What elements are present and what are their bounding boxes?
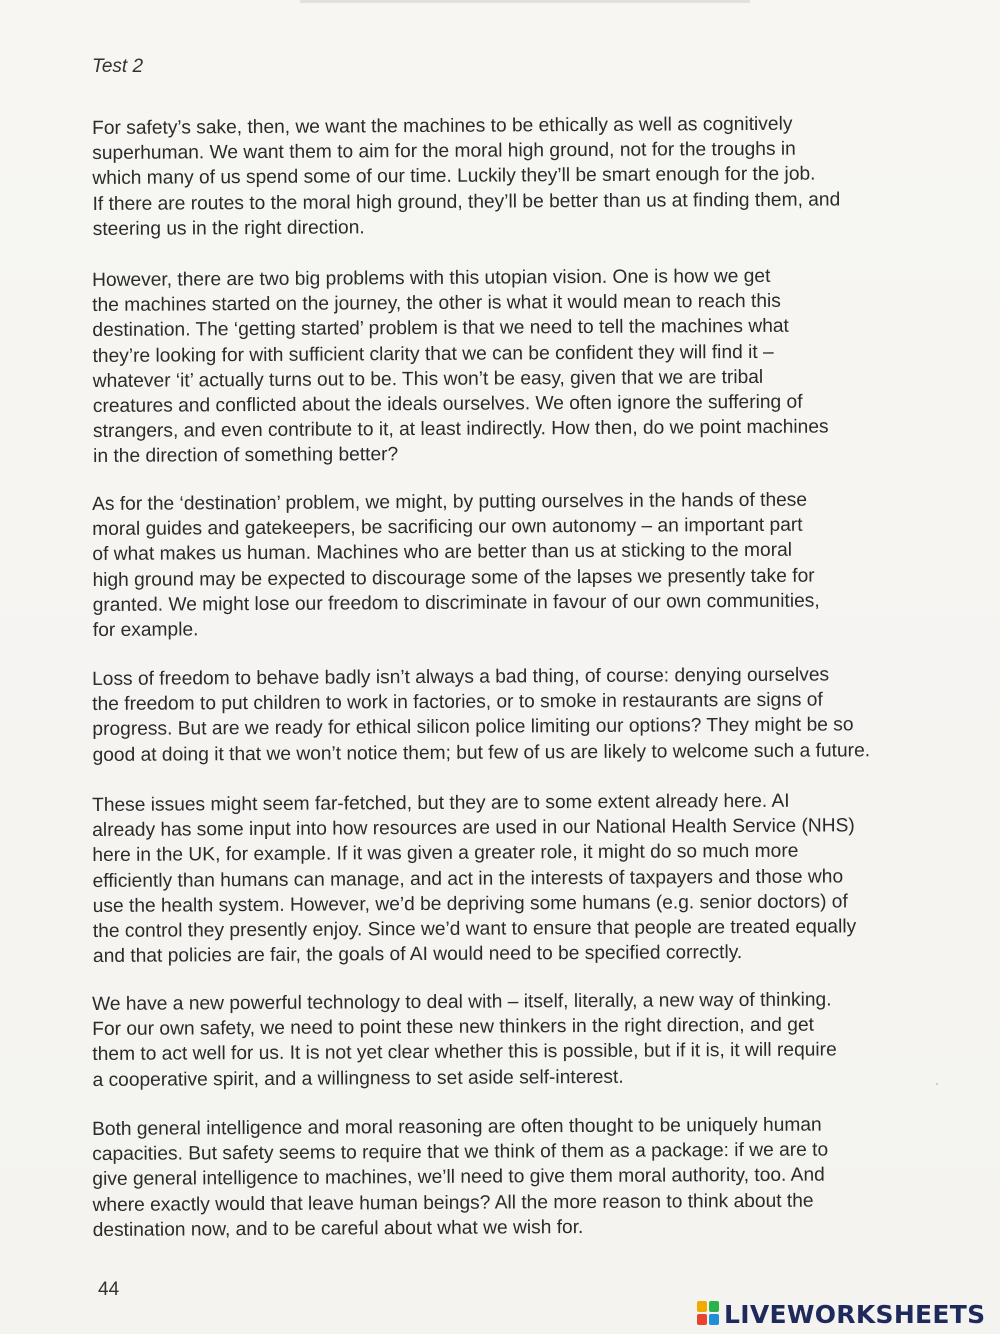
text-line: These issues might seem far-fetched, but they are to some extent already here. AI xyxy=(92,790,790,816)
text-line: capacities. But safety seems to require that we think of them as a package: if we are to xyxy=(92,1139,829,1166)
text-line: We have a new powerful technology to deal with – itself, literally, a new way of thinking. xyxy=(92,989,832,1015)
text-line: of what makes us human. Machines who are better than us at sticking to the moral xyxy=(92,540,793,566)
text-line: here in the UK, for example. If it was given a greater role, it might do so much more xyxy=(92,841,799,867)
text-line: the control they presently enjoy. Since we’d want to ensure that people are treated equally xyxy=(92,916,857,943)
paragraph-6 xyxy=(92,987,935,1093)
text-line: However, there are two big problems with this utopian vision. One is how we get xyxy=(92,265,771,291)
test-label: Test 2 xyxy=(92,56,144,77)
text-line: Loss of freedom to behave badly isn’t always a bad thing, of course: denying ourselves xyxy=(92,664,830,690)
text-line: the machines started on the journey, the other is what it would mean to reach this xyxy=(92,290,781,317)
logo-text: LIVEWORKSHEETS xyxy=(724,1299,986,1329)
text-line: If there are routes to the moral high ground, they’ll be better than us at finding them, and xyxy=(92,189,841,215)
text-line: efficiently than humans can manage, and act in the interests of taxpayers and those who xyxy=(92,866,844,892)
text-line: which many of us spend some of our time. Luckily they’ll be smart enough for the job. xyxy=(92,163,816,190)
text-line: good at doing it that we won’t notice them; but few of us are likely to welcome such a future. xyxy=(92,739,871,766)
logo-square-icon xyxy=(709,1314,719,1325)
text-line: for example. xyxy=(92,619,199,642)
text-line: where exactly would that leave human beings? All the more reason to think about the xyxy=(92,1190,814,1216)
paragraph-4 xyxy=(92,662,935,768)
text-line: Both general intelligence and moral reasoning are often thought to be uniquely human xyxy=(92,1114,822,1140)
page-number: 44 xyxy=(98,1279,120,1300)
text-line: high ground may be expected to discourage some of the lapses we presently take for xyxy=(92,565,815,591)
text-line: superhuman. We want them to aim for the moral high ground, not for the troughs in xyxy=(92,138,796,165)
text-line: and that policies are fair, the goals of AI would need to be specified correctly. xyxy=(92,942,743,968)
paragraph-2 xyxy=(92,263,935,470)
text-line: As for the ‘destination’ problem, we might, by putting ourselves in the hands of these xyxy=(92,489,808,515)
text-line: they’re looking for with sufficient clarity that we can be confident they will find it – xyxy=(92,341,774,367)
text-line: already has some input into how resources are used in our National Health Service (NHS) xyxy=(92,815,855,842)
text-line: use the health system. However, we’d be depriving some humans (e.g. senior doctors) of xyxy=(92,891,848,917)
logo-square-icon xyxy=(697,1301,707,1312)
paragraph-5 xyxy=(92,788,935,970)
text-line: destination. The ‘getting started’ problem is that we need to tell the machines what xyxy=(92,316,789,342)
text-line: the freedom to put children to work in factories, or to smoke in restaurants are signs of xyxy=(92,689,823,716)
liveworksheets-logo[interactable] xyxy=(697,1298,985,1330)
logo-square-icon xyxy=(709,1301,719,1312)
paragraph-3 xyxy=(92,487,935,643)
text-line: whatever ‘it’ actually turns out to be. This won’t be easy, given that we are tribal xyxy=(92,366,764,392)
paragraph-7 xyxy=(92,1112,935,1243)
text-line: destination now, and to be careful about what we wish for. xyxy=(92,1216,584,1241)
text-line: For safety’s sake, then, we want the machines to be ethically as well as cognitively xyxy=(92,113,793,139)
text-line: creatures and conflicted about the ideals ourselves. We often ignore the suffering of xyxy=(92,391,803,418)
paragraph-1 xyxy=(92,111,935,242)
text-line: granted. We might lose our freedom to discriminate in favour of our own communities, xyxy=(92,590,820,616)
text-line: progress. But are we ready for ethical silicon police limiting our options? They might be so xyxy=(92,714,854,741)
logo-square-icon xyxy=(697,1314,707,1325)
text-line: in the direction of something better? xyxy=(93,444,399,468)
text-line: them to act well for us. It is not yet clear whether this is possible, but if it is, it will require xyxy=(92,1039,837,1066)
text-line: steering us in the right direction. xyxy=(92,217,365,240)
text-line: a cooperative spirit, and a willingness to set aside self-interest. xyxy=(92,1066,624,1091)
liveworksheets-logo-icon xyxy=(697,1301,721,1327)
text-line: For our own safety, we need to point these new thinkers in the right direction, and get xyxy=(92,1014,815,1041)
text-line: give general intelligence to machines, we’ll need to give them moral authority, too. And xyxy=(92,1164,825,1191)
scan-edge xyxy=(300,0,750,3)
scan-speck xyxy=(936,1083,938,1085)
text-line: moral guides and gatekeepers, be sacrificing our own autonomy – an important part xyxy=(92,514,803,541)
text-line: strangers, and even contribute to it, at least indirectly. How then, do we point machines xyxy=(92,416,829,443)
